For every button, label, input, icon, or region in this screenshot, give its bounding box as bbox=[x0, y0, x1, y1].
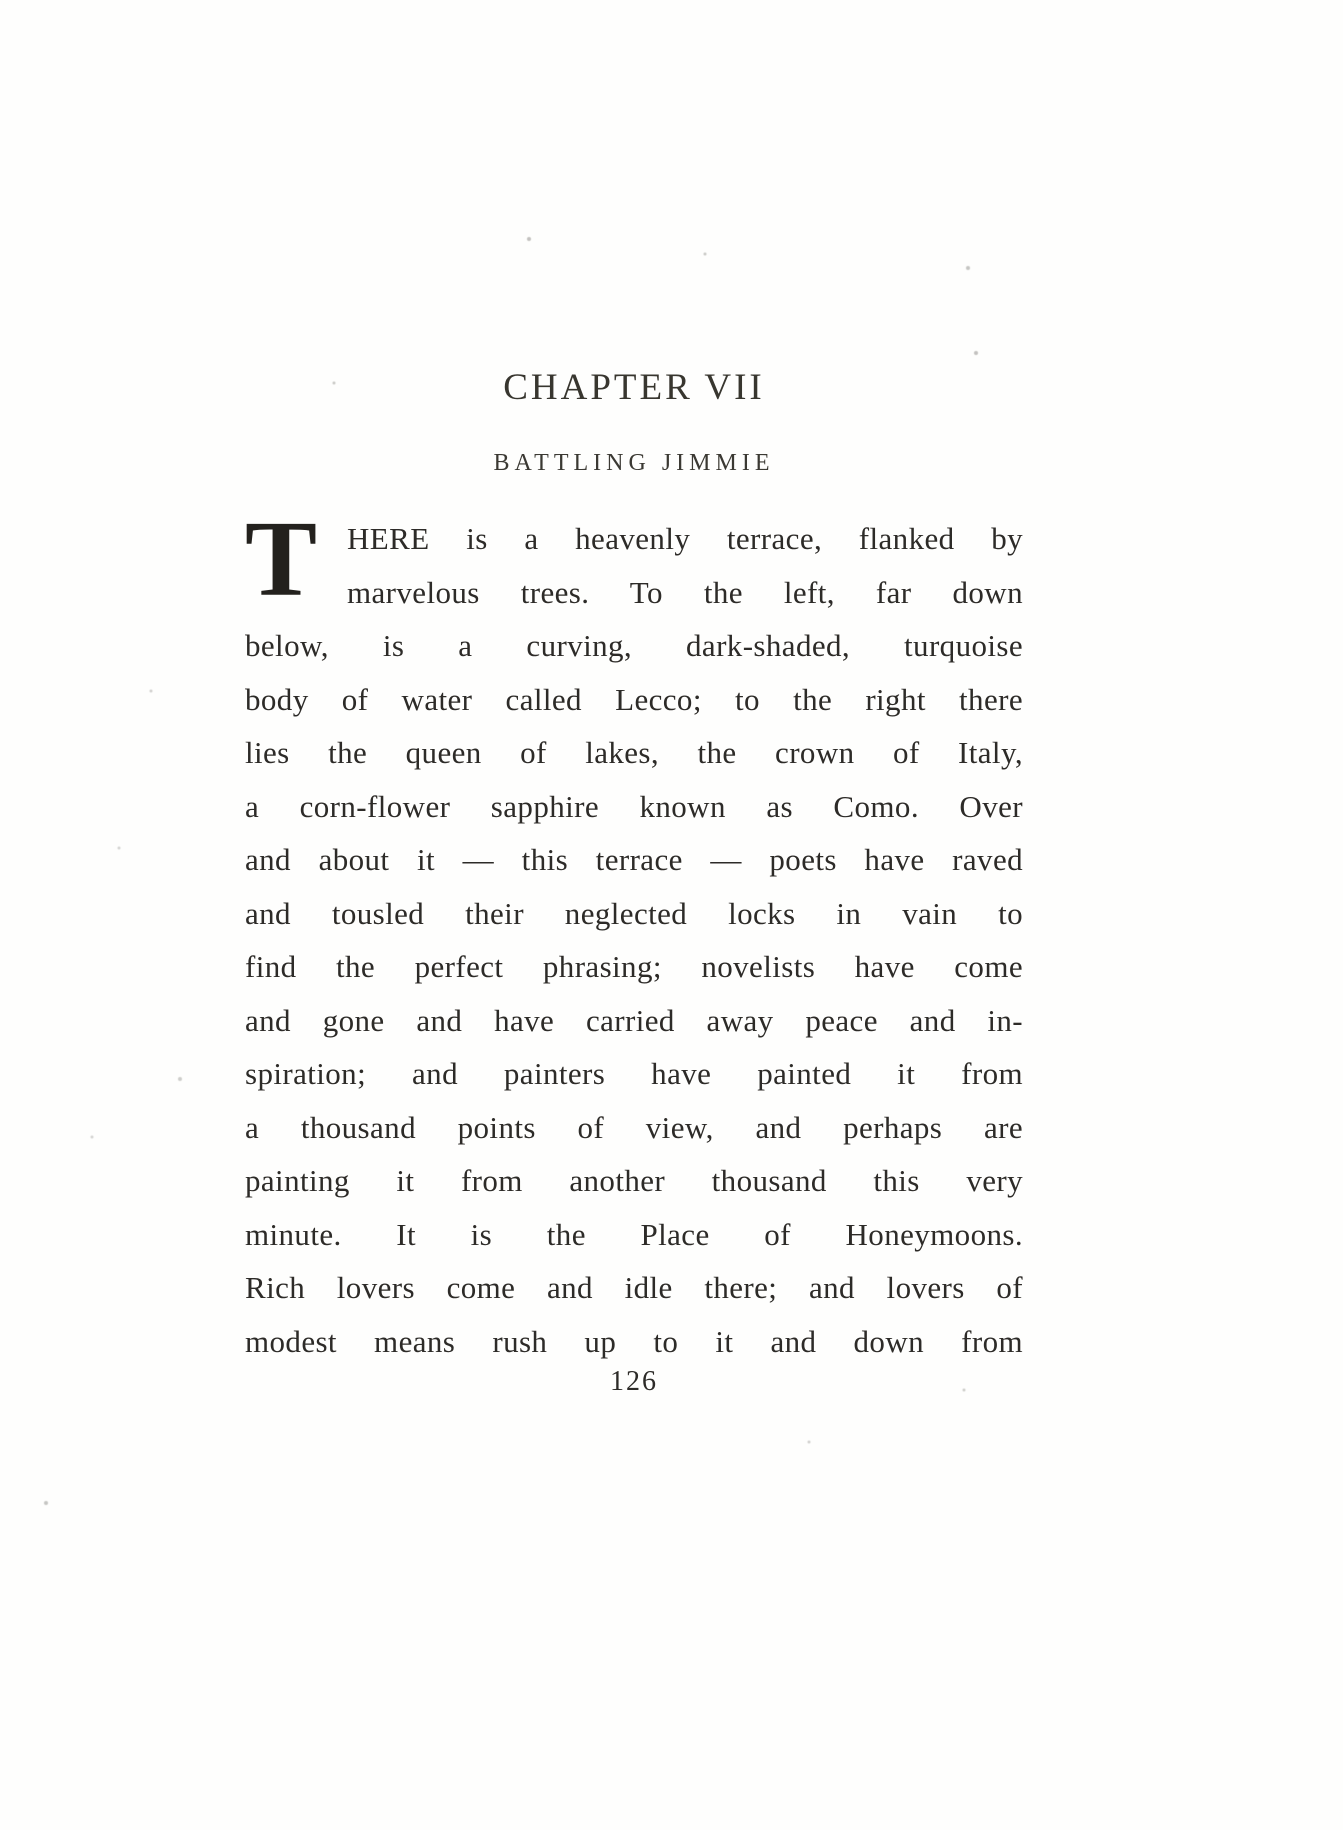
body-line: body of water called Lecco; to the right there bbox=[245, 681, 1023, 717]
body-line: modest means rush up to it and down from bbox=[245, 1323, 1023, 1359]
body-paragraph bbox=[245, 500, 1023, 1368]
body-line: find the perfect phrasing; novelists have come bbox=[245, 949, 1023, 984]
body-line: and tousled their neglected locks in vain to bbox=[245, 895, 1023, 931]
body-line: below, is a curving, dark-shaded, turquoise bbox=[245, 628, 1023, 663]
body-line: and gone and have carried away peace and in- bbox=[245, 1002, 1023, 1038]
chapter-subtitle: BATTLING JIMMIE bbox=[493, 450, 775, 476]
body-line: minute. It is the Place of Honeymoons. bbox=[245, 1216, 1023, 1252]
body-line: lies the queen of lakes, the crown of Italy, bbox=[245, 735, 1023, 770]
body-line: painting it from another thousand this very bbox=[245, 1163, 1023, 1198]
drop-cap: T bbox=[245, 500, 318, 619]
body-line: and about it — this terrace — poets have raved bbox=[245, 842, 1023, 877]
chapter-heading: CHAPTER VII bbox=[503, 367, 765, 408]
page-number: 126 bbox=[610, 1366, 658, 1397]
body-line: a thousand points of view, and perhaps are bbox=[245, 1109, 1023, 1145]
body-line: a corn-flower sapphire known as Como. Over bbox=[245, 788, 1023, 824]
scan-specks bbox=[0, 0, 2, 2]
body-line: marvelous trees. To the left, far down bbox=[347, 574, 1023, 610]
body-line: spiration; and painters have painted it from bbox=[245, 1056, 1023, 1091]
body-line: HERE is a heavenly terrace, flanked by bbox=[347, 521, 1023, 556]
body-line: Rich lovers come and idle there; and lovers of bbox=[245, 1270, 1023, 1305]
